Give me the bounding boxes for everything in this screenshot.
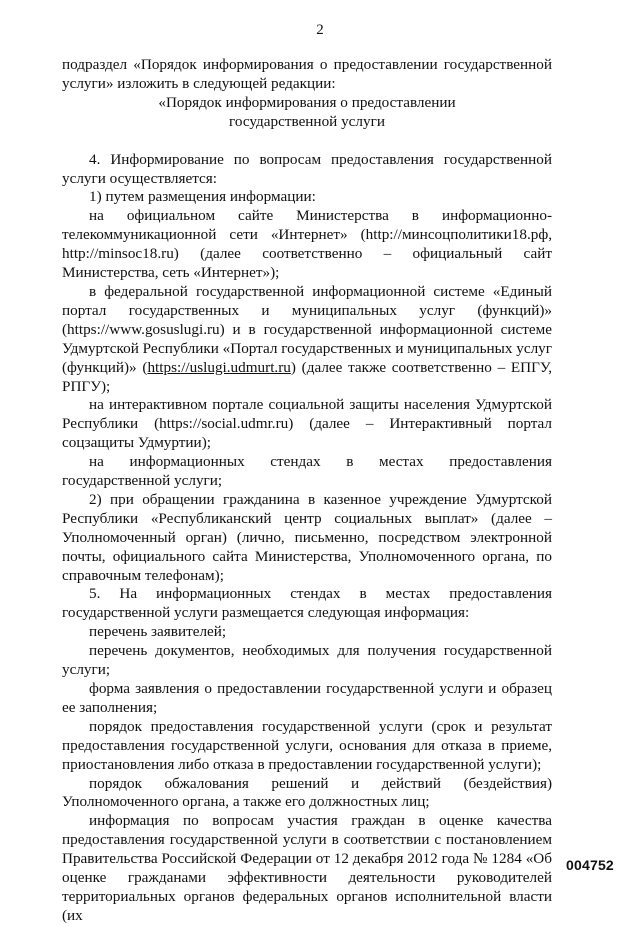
paragraph: 5. На информационных стендах в местах предоставления государственной услуги размещается следующая информация: [62,585,552,622]
section-title-line-1: «Порядок информирования о предоставлении [158,93,456,111]
page-number: 2 [316,22,324,38]
epgu-text-after: ) (далее также соответственно – ЕПГУ, РПГУ); [62,358,552,395]
intro-paragraph: подраздел «Порядок информирования о предоставлении государственной услуги» изложить в следующей редакции: [62,56,552,92]
document-body [62,56,552,926]
paragraph: на информационных стендах в местах предоставления государственной услуги; [62,453,552,490]
paragraph: 2) при обращении гражданина в казенное учреждение Удмуртской Республики «Республиканский центр социальных выплат» (далее – Уполномоченный орган) (лично, письменно, посредством электронной почты, официального сайта Министерства, Уполномоченного органа, по справочным телефонам); [62,490,552,584]
section-title-line-2: государственной услуги [229,112,385,130]
paragraph: 1) путем размещения информации: [89,188,316,206]
document-code: 004752 [566,857,614,873]
paragraph-last: информация по вопросам участия граждан в оценке качества предоставления государственной услуги в соответствии с постановлением Правительства Российской Федерации от 12 декабря 2012 года № 1284 «Об оценке гражданами эффективности деятельности руководителей территориальных органов федеральных органов исполнительной власти (их [62,812,552,924]
paragraph: порядок обжалования решений и действий (бездействия) Уполномоченного органа, а также его должностных лиц; [62,774,552,811]
uslugi-link[interactable]: https://uslugi.udmurt.ru [147,358,291,376]
paragraph: форма заявления о предоставлении государственной услуги и образец ее заполнения; [62,680,552,716]
intro-block [62,56,552,132]
paragraph: на интерактивном портале социальной защиты населения Удмуртской Республики (https://social.udmr.ru) (далее – Интерактивный портал соцзащиты Удмуртии); [62,396,552,452]
epgu-paragraph [62,283,552,396]
paragraph: порядок предоставления государственной услуги (срок и результат предоставления государственной услуги, основания для отказа в приеме, приостановления либо отказа в предоставлении государственной услуги); [62,717,552,773]
paragraph: на официальном сайте Министерства в информационно-телекоммуникационной сети «Интернет» (http://минсоцполитики18.рф, http://minsoc18.ru) (далее соответственно – официальный сайт Министерства, сеть «Интернет»); [62,207,552,282]
paragraph: перечень заявителей; [89,623,227,641]
epgu-text-before: в федеральной государственной информационной системе «Единый портал государственных и муниципальных услуг (функций)» (https://www.gosuslugi.ru) и в государственной информационной системе Удмуртской Республики «Портал государственных и муниципальных услуг (функций)» ( [62,282,552,376]
paragraph: 4. Информирование по вопросам предоставления государственной услуги осуществляется: [62,150,552,187]
paragraph: перечень документов, необходимых для получения государственной услуги; [62,642,552,679]
